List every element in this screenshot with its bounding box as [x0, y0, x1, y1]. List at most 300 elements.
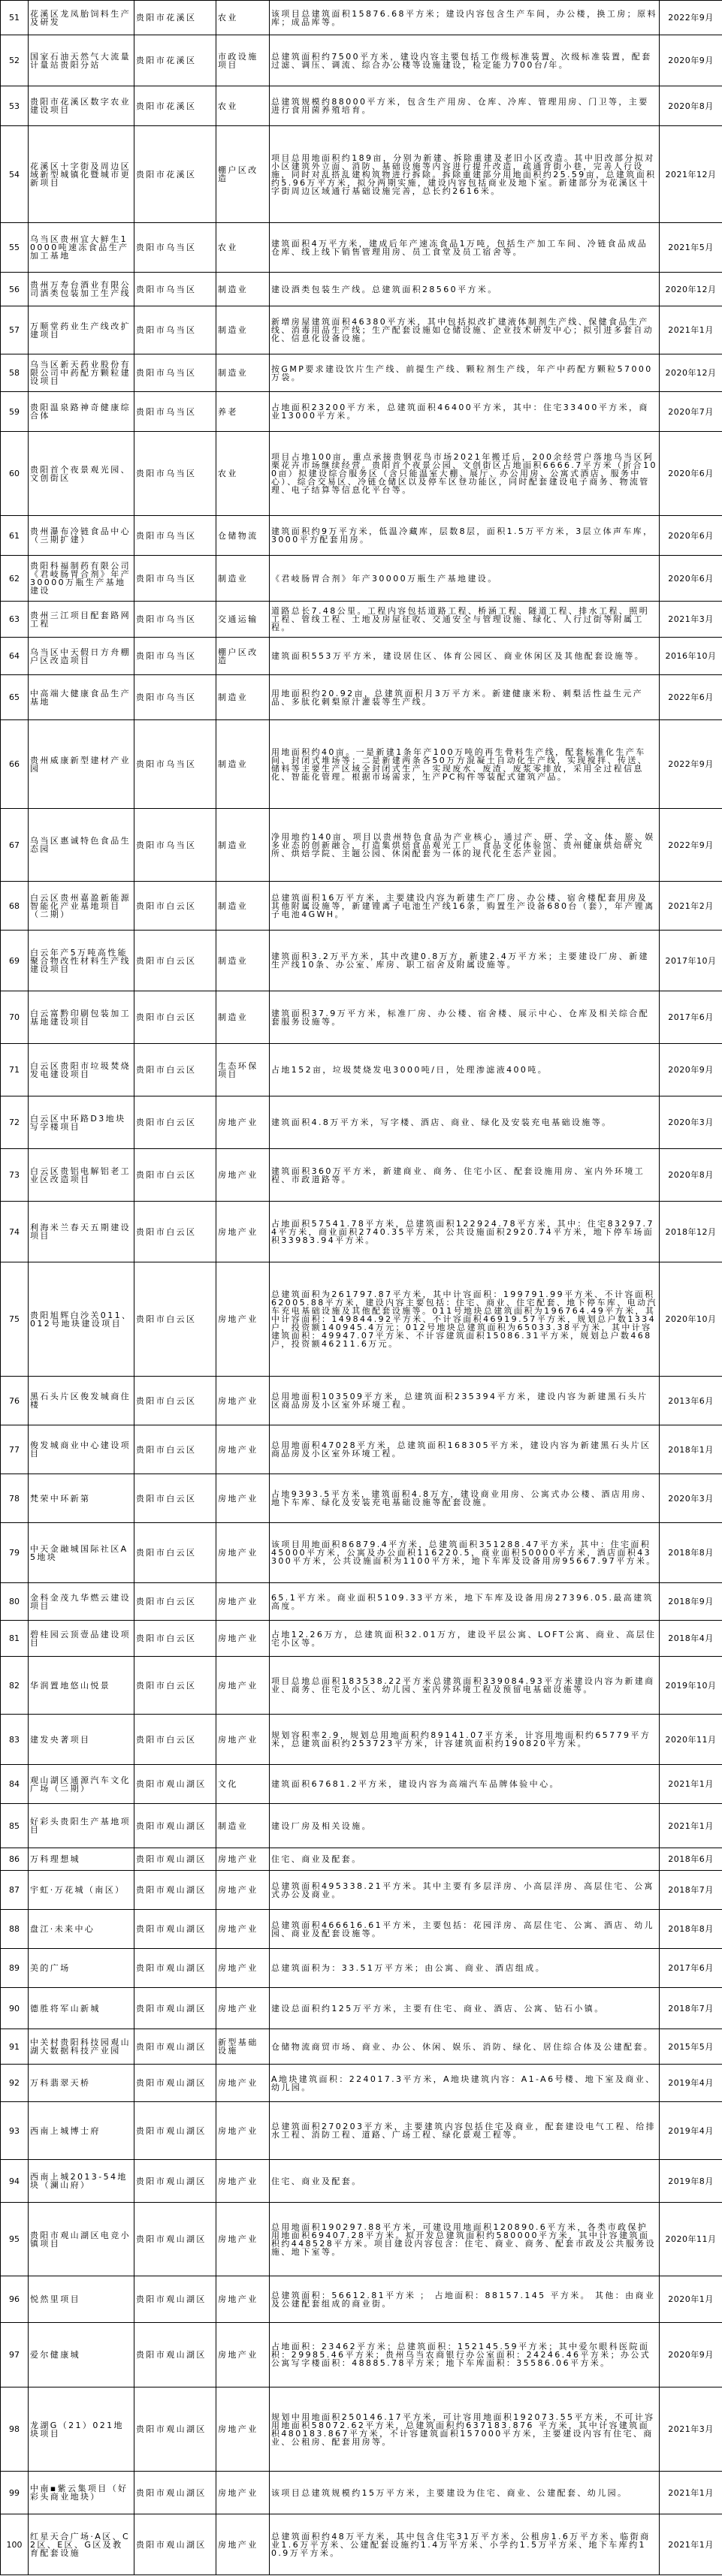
table-row	[1, 1715, 722, 1765]
row-number: 95	[1, 2203, 29, 2276]
row-number: 61	[1, 516, 29, 556]
project-industry: 新型基础设施	[216, 2029, 270, 2065]
project-date: 2020年3月	[660, 1096, 722, 1149]
project-location: 贵阳市白云区	[134, 931, 216, 991]
project-content: 建筑面积553万平方米，建设居住区、体育公园区、商业休闲区及其他配套设施等。	[270, 638, 660, 675]
project-industry: 制造业	[216, 991, 270, 1044]
project-content: 建设酒类包装生产线。总建筑面积28560平方米。	[270, 273, 660, 306]
project-date: 2022年6月	[660, 675, 722, 720]
project-content: 总建筑规模约88000平方米，包含生产用房、仓库、冷库、管理用房、门卫等，主要进行食用菌养殖培育。	[270, 86, 660, 126]
project-name: 贵州瀑布冷链食品中心（三期扩建）	[29, 516, 134, 556]
project-industry: 房地产业	[216, 1096, 270, 1149]
project-date: 2018年8月	[660, 1523, 722, 1583]
project-location: 贵阳市乌当区	[134, 675, 216, 720]
project-date: 2018年1月	[660, 1425, 722, 1474]
project-date: 2020年9月	[660, 35, 722, 86]
table-row	[1, 1657, 722, 1715]
project-date: 2020年7月	[660, 392, 722, 432]
table-row	[1, 1202, 722, 1262]
row-number: 87	[1, 1871, 29, 1910]
project-date: 2016年10月	[660, 638, 722, 675]
project-industry: 棚户区改造	[216, 638, 270, 675]
project-location: 贵阳市乌当区	[134, 556, 216, 602]
project-date: 2018年7月	[660, 1988, 722, 2029]
project-location: 贵阳市观山湖区	[134, 1988, 216, 2029]
row-number: 60	[1, 432, 29, 516]
project-name: 白云年产5万吨高性能聚合物改性材料生产线建设项目	[29, 931, 134, 991]
project-content: 《君岐肠胃合剂》年产30000万瓶生产基地建设。	[270, 556, 660, 602]
project-content: 占地152亩，垃圾焚烧发电3000吨/日，处理渗滤液400吨。	[270, 1044, 660, 1096]
project-content: 总建筑面积为：33.51万平方米；由公寓、商业、酒店组成。	[270, 1949, 660, 1988]
project-industry: 制造业	[216, 556, 270, 602]
project-content: 该项目总建筑规模约15万平方米，主要建设为住宅、商业、公建配套、幼儿园。	[270, 2472, 660, 2514]
project-date: 2019年4月	[660, 2065, 722, 2102]
row-number: 88	[1, 1910, 29, 1949]
table-row	[1, 1262, 722, 1377]
project-industry: 制造业	[216, 354, 270, 392]
project-industry: 棚户区改造	[216, 126, 270, 223]
project-location: 贵阳市乌当区	[134, 602, 216, 638]
project-industry: 房地产业	[216, 2160, 270, 2203]
project-content: 占地面积23200平方米，总建筑面积46400平方米，其中：住宅33400平方米，商业13000平方米。	[270, 392, 660, 432]
project-name: 白云区贵州嘉盈新能源智能化产业基地项目（二期）	[29, 882, 134, 931]
project-date: 2018年8月	[660, 1910, 722, 1949]
project-date: 2021年1月	[660, 306, 722, 354]
project-industry: 房地产业	[216, 1583, 270, 1621]
project-date: 2018年12月	[660, 1202, 722, 1262]
project-location: 贵阳市观山湖区	[134, 1804, 216, 1848]
project-industry: 房地产业	[216, 1425, 270, 1474]
row-number: 79	[1, 1523, 29, 1583]
project-industry: 制造业	[216, 306, 270, 354]
table-row	[1, 2203, 722, 2276]
project-location: 贵阳市观山湖区	[134, 1848, 216, 1871]
project-content: 项目总地总面积183538.22平方米总建筑面积339084.93平方米建设内容为新建商业、商务、住宅及小区、幼儿园、室内外环境工程及预留电基础设施等。	[270, 1657, 660, 1715]
project-industry: 房地产业	[216, 1657, 270, 1715]
project-location: 贵阳市白云区	[134, 1377, 216, 1425]
project-content: 新增房屋建筑面积46380平方米，其中包括拟改扩建液体制剂生产线、保健食品生产线、消毒用品生产线；生产配套设施如仓储设施、企业技术研发中心；拟引进多套自动化、信息化设备设施。	[270, 306, 660, 354]
row-number: 69	[1, 931, 29, 991]
table-row	[1, 223, 722, 273]
row-number: 75	[1, 1262, 29, 1377]
project-location: 贵阳市观山湖区	[134, 1871, 216, 1910]
project-location: 贵阳市观山湖区	[134, 2065, 216, 2102]
project-content: 总建筑面积466616.61平方米，主要包括：花园洋房、高层住宅、公寓、酒店、幼儿园、商业及配套设施等。	[270, 1910, 660, 1949]
row-number: 74	[1, 1202, 29, 1262]
row-number: 56	[1, 273, 29, 306]
row-number: 53	[1, 86, 29, 126]
project-name: 白云区贵阳市垃圾焚烧发电建设项目	[29, 1044, 134, 1096]
project-content: 用地面积约20.92亩，总建筑面积月3万平方米。新建健康米粉、刺梨活性益生元产品、多肽化刺梨原汁灌装等生产线。	[270, 675, 660, 720]
project-name: 万科理想城	[29, 1848, 134, 1871]
project-name: 美的广场	[29, 1949, 134, 1988]
table-row	[1, 1044, 722, 1096]
table-row	[1, 720, 722, 809]
project-name: 爱尔健康城	[29, 2323, 134, 2387]
project-industry: 房地产业	[216, 1474, 270, 1523]
project-name: 中天金融城国际社区A5地块	[29, 1523, 134, 1583]
project-date: 2021年1月	[660, 1804, 722, 1848]
project-location: 贵阳市白云区	[134, 991, 216, 1044]
project-date: 2015年5月	[660, 2029, 722, 2065]
project-name: 乌当区中天假日方舟棚户区改造项目	[29, 638, 134, 675]
project-location: 贵阳市白云区	[134, 1715, 216, 1765]
project-location: 贵阳市白云区	[134, 1044, 216, 1096]
row-number: 86	[1, 1848, 29, 1871]
project-date: 2019年8月	[660, 2160, 722, 2203]
project-content: 总用地面积190297.88平方米，可建设用地面积120890.6平方米，各类市政保护用地面积69407.28平方米。拟开发总建筑面积约580000平方米，其中计容建筑面积约448528平方米。项目建设内容包含：住宅、商业、商务、配套市政及公共服务设施、地下室等。	[270, 2203, 660, 2276]
project-name: 西南上城博士府	[29, 2102, 134, 2160]
project-content: 住宅、商业及配套。	[270, 2160, 660, 2203]
project-industry: 养老	[216, 392, 270, 432]
row-number: 55	[1, 223, 29, 273]
table-row	[1, 675, 722, 720]
row-number: 94	[1, 2160, 29, 2203]
project-content: 项目总用地面积约189亩，分别为新建、拆除重建及老旧小区改造。其中旧改部分拟对小区建筑外立面、消防、基础设施等内容进行提升改造，疏通背街小巷，完善人行设施，同时对乱搭乱建构筑物进行拆除。拆除重建部分用地面积约25.59亩，总建筑面积约5.96万平方米，拟分两期实施，建设内容包括商业及地下室。新建部分为花溪区十字街周边区域通行基础设施完善，总长约2616米。	[270, 126, 660, 223]
project-industry: 房地产业	[216, 1621, 270, 1657]
project-industry: 房地产业	[216, 2514, 270, 2575]
table-row	[1, 1848, 722, 1871]
project-name: 乌当区惠诚特色食品生态园	[29, 809, 134, 882]
table-row	[1, 1621, 722, 1657]
project-industry: 房地产业	[216, 1715, 270, 1765]
project-industry: 房地产业	[216, 1871, 270, 1910]
row-number: 89	[1, 1949, 29, 1988]
project-industry: 房地产业	[216, 1377, 270, 1425]
row-number: 72	[1, 1096, 29, 1149]
row-number: 68	[1, 882, 29, 931]
table-row	[1, 1425, 722, 1474]
project-industry: 房地产业	[216, 2065, 270, 2102]
project-content: 建筑面积约9万平方米，低温冷藏库，层数8层，面积1.5万平方米，3层立体声车库，3000平方配套用房。	[270, 516, 660, 556]
table-row	[1, 1149, 722, 1202]
project-industry: 农业	[216, 1, 270, 35]
table-row	[1, 1988, 722, 2029]
project-name: 好彩头贵阳生产基地项目	[29, 1804, 134, 1848]
project-date: 2021年1月	[660, 2514, 722, 2575]
project-content: 该项目用地面积86879.4平方米，总建筑面积351288.47平方米，其中：住宅面积45000平方米，公寓及办公面积116220.5，商业面积50000平方米，酒店面积43300平方米，公共设施面积为1100平方米，地下车库及设备用房95667.97平方米。	[270, 1523, 660, 1583]
table-row	[1, 2323, 722, 2387]
project-content: 住宅、商业及配套。	[270, 1848, 660, 1871]
row-number: 65	[1, 675, 29, 720]
row-number: 76	[1, 1377, 29, 1425]
project-location: 贵阳市观山湖区	[134, 2472, 216, 2514]
project-location: 贵阳市乌当区	[134, 273, 216, 306]
project-content: 建筑面积3.2万平方米，其中改建0.8万方，新建2.4万平方米；主要建设厂房、新建生产线10条、办公室、库房、职工宿舍及附属设施等。	[270, 931, 660, 991]
project-industry: 房地产业	[216, 1910, 270, 1949]
project-content: 项目占地100亩，重点承接贵钢花鸟市场2021年搬迁后，200余经营户落地乌当区阿栗花卉市场继续经营。贵阳首个夜景公园、文创街区占地面积6666.7平方米（折合100亩）拟建设综合服务区（含只能温室大棚、展厅、办公用房、公寓式酒店、服务中心）、综合交易区、冷链仓储区以及停车区登功能区，同时配套建设电子商务、物流管理、电子结算等信息化平台等。	[270, 432, 660, 516]
table-row	[1, 1, 722, 35]
project-industry: 生态环保项目	[216, 1044, 270, 1096]
project-location: 贵阳市观山湖区	[134, 2323, 216, 2387]
project-date: 2020年11月	[660, 2203, 722, 2276]
project-content: 总用地面积47028平方米，总建筑面积168305平方米，建设内容为新建黑石头片区商品房及小区室外环境工程。	[270, 1425, 660, 1474]
project-name: 建发央著项目	[29, 1715, 134, 1765]
table-row	[1, 1949, 722, 1988]
project-name: 俊发城商业中心建设项目	[29, 1425, 134, 1474]
project-date: 2017年6月	[660, 991, 722, 1044]
project-date: 2020年6月	[660, 432, 722, 516]
project-content: 净用地约140亩，项目以贵州特色食品为产业核心，通过产、研、学、文、体、旅、娱多业态的创新融合，打造集烘焙食品观光工厂、食品文化体验馆、贵州健康烘焙研究所、烘焙学院、主题公园、休闲配套为一体的现代化生态产业园。	[270, 809, 660, 882]
project-name: 贵阳首个夜景观光园、文创街区	[29, 432, 134, 516]
project-name: 红星天合广场·A区、C2区、E区、G区及教育配套设施	[29, 2514, 134, 2575]
project-name: 梵荣中环新第	[29, 1474, 134, 1523]
project-content: 规划中用地面积250146.17平方米，可计容用地面积192073.55平方米，不可计容用地面积58072.62平方米，总建筑面积约637183.876 平方米，其中计容建筑面积480183.867平方米，不计容建筑面积157000平方米，主要建设内容有住宅、商业、公租房、配套用房等。	[270, 2387, 660, 2472]
project-name: 悦然里项目	[29, 2276, 134, 2323]
project-name: 黑石头片区俊发城商住楼	[29, 1377, 134, 1425]
project-date: 2020年12月	[660, 354, 722, 392]
project-date: 2020年9月	[660, 1044, 722, 1096]
table-row	[1, 1910, 722, 1949]
table-row	[1, 86, 722, 126]
project-location: 贵阳市白云区	[134, 1096, 216, 1149]
row-number: 80	[1, 1583, 29, 1621]
project-location: 贵阳市乌当区	[134, 392, 216, 432]
project-location: 贵阳市乌当区	[134, 720, 216, 809]
project-content: 总建筑面积约7500平方米，建设内容主要包括工作级标准装置、次级标准装置，配套过滤、调压、调流、综合办公楼等设施建设，检定能力700台/年。	[270, 35, 660, 86]
project-location: 贵阳市乌当区	[134, 516, 216, 556]
project-location: 贵阳市白云区	[134, 1262, 216, 1377]
project-location: 贵阳市乌当区	[134, 223, 216, 273]
project-industry: 房地产业	[216, 1988, 270, 2029]
project-location: 贵阳市乌当区	[134, 809, 216, 882]
project-content: 建设厂房及相关设施。	[270, 1804, 660, 1848]
project-industry: 市政设施项目	[216, 35, 270, 86]
table-row	[1, 1871, 722, 1910]
project-name: 盘江·未来中心	[29, 1910, 134, 1949]
project-content: 占地9393.5平方米，建筑面积4.8万方，建设商业用房、公寓式办公楼、酒店用房、地下车库、绿化及安装充电基础设施等配套设施。	[270, 1474, 660, 1523]
project-industry: 房地产业	[216, 2472, 270, 2514]
row-number: 78	[1, 1474, 29, 1523]
table-row	[1, 638, 722, 675]
project-date: 2020年3月	[660, 1474, 722, 1523]
project-location: 贵阳市观山湖区	[134, 2102, 216, 2160]
table-row	[1, 602, 722, 638]
project-date: 2018年4月	[660, 1621, 722, 1657]
table-row	[1, 2276, 722, 2323]
project-industry: 房地产业	[216, 1202, 270, 1262]
project-name: 中关村贵阳科技园观山湖大数据科技产业园	[29, 2029, 134, 2065]
table-row	[1, 354, 722, 392]
project-table-body	[1, 1, 722, 2575]
project-content: 该项目总建筑面积15876.68平方米；建设内容包含生产车间，办公楼，换工房；原料库；成品库等。	[270, 1, 660, 35]
project-name: 华润置地悠山悦景	[29, 1657, 134, 1715]
project-name: 中南▪紫云集项目（好彩头商业地块）	[29, 2472, 134, 2514]
project-name: 德胜将军山新城	[29, 1988, 134, 2029]
project-location: 贵阳市白云区	[134, 1425, 216, 1474]
table-row	[1, 1583, 722, 1621]
table-row	[1, 35, 722, 86]
project-content: 总建筑面积16万平方米，主要建设内容为新建生产厂房、办公楼、宿舍楼配套用房及其他附属设施等，新建锂离子电池生产线16条，购置生产设备680台（套），年产锂离子电池4GWH。	[270, 882, 660, 931]
project-location: 贵阳市花溪区	[134, 86, 216, 126]
table-row	[1, 809, 722, 882]
row-number: 98	[1, 2387, 29, 2472]
project-location: 贵阳市白云区	[134, 882, 216, 931]
project-industry: 房地产业	[216, 1262, 270, 1377]
row-number: 97	[1, 2323, 29, 2387]
row-number: 93	[1, 2102, 29, 2160]
table-row	[1, 432, 722, 516]
project-date: 2019年10月	[660, 1657, 722, 1715]
row-number: 57	[1, 306, 29, 354]
project-location: 贵阳市白云区	[134, 1583, 216, 1621]
project-date: 2020年6月	[660, 556, 722, 602]
project-date: 2021年5月	[660, 223, 722, 273]
project-name: 白云区贵铝电解铝老工业区改造项目	[29, 1149, 134, 1202]
row-number: 99	[1, 2472, 29, 2514]
project-industry: 交通运输	[216, 602, 270, 638]
project-industry: 农业	[216, 432, 270, 516]
row-number: 90	[1, 1988, 29, 2029]
row-number: 100	[1, 2514, 29, 2575]
project-content: 占地12.26万方，总建筑面积32.01万方，建设平层公寓、LOFT公寓、商业、高层住宅小区等。	[270, 1621, 660, 1657]
project-date: 2020年6月	[660, 516, 722, 556]
row-number: 70	[1, 991, 29, 1044]
project-content: 总建筑面积：56612.81平方米 ； 占地面积：88157.145 平方米。 其他：由商业及公建配套组成的商业街。	[270, 2276, 660, 2323]
project-content: 建筑面积67681.2平方米，建设内容为高端汽车品牌体验中心。	[270, 1765, 660, 1804]
project-content: 建筑面积4万平方米，建成后年产速冻食品1万吨，包括生产加工车间、冷链食品成品仓库、线上线下销售管理用房、员工食堂及员工宿舍等。	[270, 223, 660, 273]
project-location: 贵阳市观山湖区	[134, 2029, 216, 2065]
table-row	[1, 392, 722, 432]
project-industry: 制造业	[216, 273, 270, 306]
project-industry: 房地产业	[216, 2203, 270, 2276]
project-name: 乌当区新天药业股份有限公司中药配方颗粒建设项目	[29, 354, 134, 392]
project-industry: 房地产业	[216, 1523, 270, 1583]
project-location: 贵阳市白云区	[134, 1474, 216, 1523]
project-date: 2020年8月	[660, 1149, 722, 1202]
project-location: 贵阳市乌当区	[134, 638, 216, 675]
project-content: 按GMP要求建设饮片生产线、前提生产线、颗粒剂生产线，年产中药配方颗粒57000万袋。	[270, 354, 660, 392]
table-row	[1, 2472, 722, 2514]
project-date: 2021年12月	[660, 126, 722, 223]
table-row	[1, 1096, 722, 1149]
project-name: 花溪区十字街及周边区域新型城镇化暨城市更新项目	[29, 126, 134, 223]
project-name: 贵阳市观山湖区电竞小镇项目	[29, 2203, 134, 2276]
project-industry: 农业	[216, 86, 270, 126]
project-name: 金科金茂九华燃云建设项目	[29, 1583, 134, 1621]
project-name: 利海米兰春天五期建设项目	[29, 1202, 134, 1262]
project-date: 2020年12月	[660, 273, 722, 306]
project-content: A地块建筑面积：224017.3平方米，A地块建筑内容：A1-A6号楼、地下室及商业、幼儿园。	[270, 2065, 660, 2102]
project-industry: 房地产业	[216, 2387, 270, 2472]
project-date: 2017年10月	[660, 931, 722, 991]
project-date: 2022年9月	[660, 809, 722, 882]
row-number: 63	[1, 602, 29, 638]
row-number: 59	[1, 392, 29, 432]
row-number: 66	[1, 720, 29, 809]
project-industry: 文化	[216, 1765, 270, 1804]
project-date: 2018年6月	[660, 1848, 722, 1871]
project-industry: 房地产业	[216, 2323, 270, 2387]
table-row	[1, 2387, 722, 2472]
row-number: 85	[1, 1804, 29, 1848]
project-location: 贵阳市乌当区	[134, 432, 216, 516]
project-name: 白云富黔印刷包装加工基地建设项目	[29, 991, 134, 1044]
project-name: 万顺堂药业生产线改扩建项目	[29, 306, 134, 354]
table-row	[1, 931, 722, 991]
table-row	[1, 2102, 722, 2160]
table-row	[1, 2514, 722, 2575]
row-number: 77	[1, 1425, 29, 1474]
project-content: 总用地面积103509平方米，总建筑面积235394平方米，建设内容为新建黑石头片区商品房及小区室外环境工程。	[270, 1377, 660, 1425]
project-industry: 房地产业	[216, 1149, 270, 1202]
row-number: 73	[1, 1149, 29, 1202]
project-industry: 制造业	[216, 931, 270, 991]
row-number: 62	[1, 556, 29, 602]
project-date: 2020年11月	[660, 1715, 722, 1765]
row-number: 51	[1, 1, 29, 35]
project-location: 贵阳市观山湖区	[134, 2203, 216, 2276]
project-content: 总建筑面积495338.21平方米。其中主要有多层洋房、小高层洋房、高层住宅、公寓式办公及商业。	[270, 1871, 660, 1910]
project-name: 观山湖区通源汽车文化广场（二期）	[29, 1765, 134, 1804]
table-row	[1, 2160, 722, 2203]
project-date: 2021年1月	[660, 2472, 722, 2514]
project-name: 贵阳旭辉白沙关011、012号地块建设项目	[29, 1262, 134, 1377]
project-location: 贵阳市白云区	[134, 1523, 216, 1583]
project-content: 建筑面积4.8万平方米，写字楼、酒店、商业、绿化及安装充电基础设施等。	[270, 1096, 660, 1149]
row-number: 83	[1, 1715, 29, 1765]
row-number: 52	[1, 35, 29, 86]
row-number: 67	[1, 809, 29, 882]
project-industry: 制造业	[216, 1804, 270, 1848]
row-number: 54	[1, 126, 29, 223]
project-date: 2022年9月	[660, 720, 722, 809]
table-row	[1, 556, 722, 602]
project-name: 贵州威康新型建材产业园	[29, 720, 134, 809]
row-number: 92	[1, 2065, 29, 2102]
project-name: 贵阳温泉路神奇健康综合体	[29, 392, 134, 432]
project-location: 贵阳市花溪区	[134, 35, 216, 86]
project-name: 国家石油天然气大流量计量站贵阳分站	[29, 35, 134, 86]
project-location: 贵阳市白云区	[134, 1657, 216, 1715]
project-date: 2020年10月	[660, 1262, 722, 1377]
project-name: 花溪区龙凤胎饲料生产及研发	[29, 1, 134, 35]
project-industry: 房地产业	[216, 2102, 270, 2160]
project-location: 贵阳市白云区	[134, 1202, 216, 1262]
project-content: 总建筑面积为261797.87平方米，其中计容面积：199791.99平方米、不计容面积62005.88平方米，建设内容主要包括：住宅、商业、住宅配套、地下停车库、电动汽车充电基础设施及其他配套设施等。011号地块总建筑面积为196764.49平方米，其中计容面积：149844.92平方米、不计容面积46919.57平方米，规划总户数1334户，投资额140945.4万元；012号地块总建筑面积为65033.38平方米，其中计容建筑面积：49947.07平方米、不计容建筑面积15086.31平方米，规划总户数468户，投资额46211.6万元。	[270, 1262, 660, 1377]
project-location: 贵阳市乌当区	[134, 354, 216, 392]
row-number: 71	[1, 1044, 29, 1096]
project-date: 2018年9月	[660, 1583, 722, 1621]
project-date: 2022年9月	[660, 1, 722, 35]
project-location: 贵阳市花溪区	[134, 126, 216, 223]
project-date: 2020年9月	[660, 2323, 722, 2387]
project-name: 宇虹·万花城（南区）	[29, 1871, 134, 1910]
row-number: 84	[1, 1765, 29, 1804]
project-name: 白云区中环路D3地块写字楼项目	[29, 1096, 134, 1149]
project-location: 贵阳市观山湖区	[134, 2387, 216, 2472]
row-number: 91	[1, 2029, 29, 2065]
project-industry: 制造业	[216, 882, 270, 931]
table-row	[1, 1804, 722, 1848]
row-number: 82	[1, 1657, 29, 1715]
table-row	[1, 273, 722, 306]
project-content: 道路总长7.48公里。工程内容包括道路工程、桥涵工程、隧道工程、排水工程、照明工程、管线工程、土地及房屋征收、交通安全与管理设施、绿化、人行过街等附属工程。	[270, 602, 660, 638]
project-content: 总建筑面积270203平方米，主要建筑内容包括住宅及商业，配套建设电气工程、给排水工程、消防工程、道路、广场工程、绿化景观工程等。	[270, 2102, 660, 2160]
project-industry: 仓储物流	[216, 516, 270, 556]
project-content: 65.1平方米。商业面积5109.33平方米，地下车库及设备用房27396.05.最高建筑高度。	[270, 1583, 660, 1621]
project-name: 贵州三江项目配套路网工程	[29, 602, 134, 638]
project-date: 2021年1月	[660, 1765, 722, 1804]
project-date: 2018年7月	[660, 1871, 722, 1910]
row-number: 96	[1, 2276, 29, 2323]
table-row	[1, 2065, 722, 2102]
project-content: 总建筑面积约48万平方米，其中包含住宅31万平方米、公租房1.6万平方米、临街商业1.6万平方米、公建配套设施约1.4万平方米、小学约1.5万平方米、地下车库约10.9万平方米。	[270, 2514, 660, 2575]
project-date: 2013年6月	[660, 1377, 722, 1425]
project-location: 贵阳市乌当区	[134, 306, 216, 354]
project-industry: 房地产业	[216, 2276, 270, 2323]
project-name: 碧桂园云顶壹品建设项目	[29, 1621, 134, 1657]
